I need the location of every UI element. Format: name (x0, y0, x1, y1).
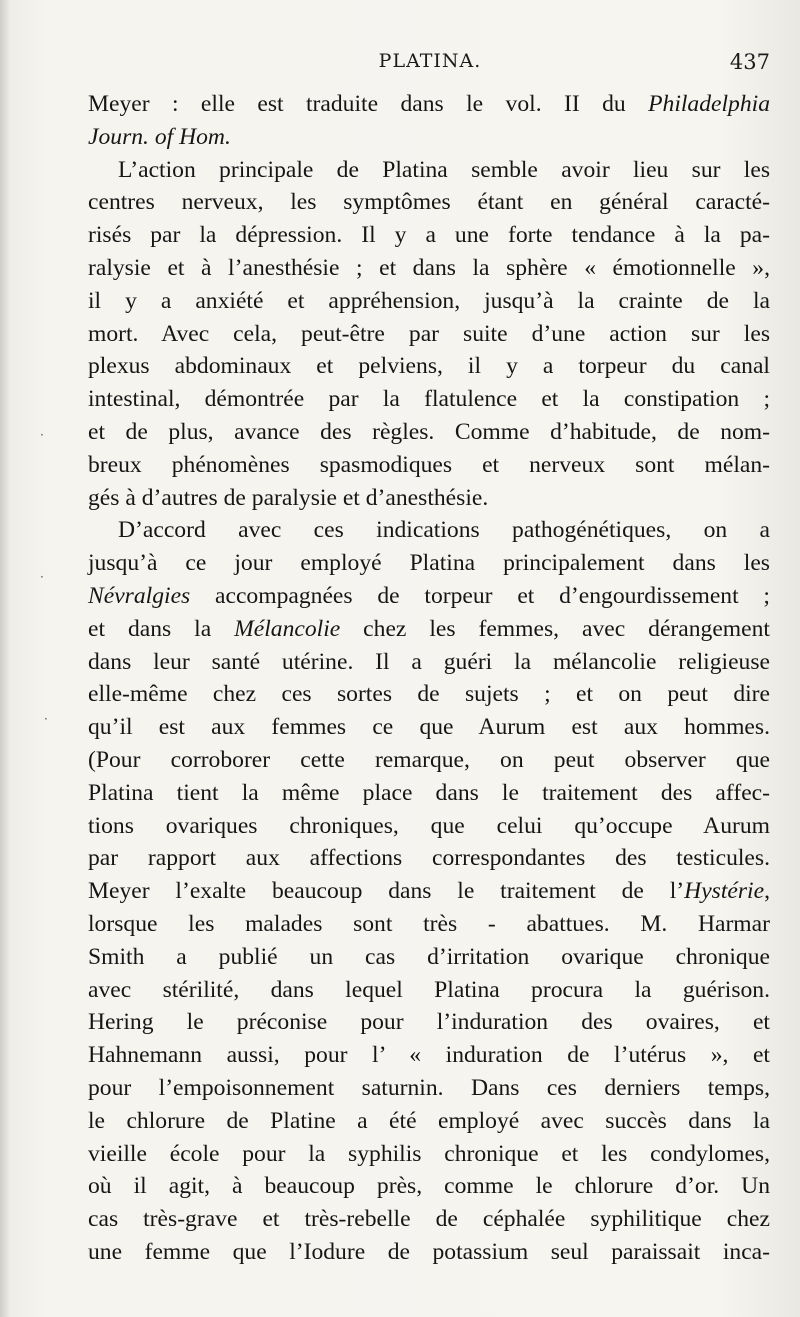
margin-dot: · (40, 570, 44, 584)
text-run: jusqu’à ce jour employé Platina principalement dans les (88, 550, 770, 577)
italic-term: Névralgies (88, 582, 191, 609)
text-run: mort. Avec cela, peut-être par suite d’une action sur les (88, 320, 770, 347)
text-line (88, 1072, 770, 1105)
text-line (88, 1039, 770, 1072)
text-line (88, 875, 770, 908)
text-run: le chlorure de Platine a été employé avec succès dans la (88, 1107, 770, 1134)
italic-term: Philadelphia (648, 91, 770, 117)
text-line (88, 1105, 770, 1138)
text-line (88, 121, 770, 154)
text-line (88, 383, 770, 416)
text-line (88, 777, 770, 810)
italic-term: Journ. of Hom. (88, 123, 231, 150)
text-line (88, 350, 770, 383)
text-line (88, 285, 770, 318)
text-run: ralysie et à l’anesthésie ; et dans la sphère « émotionnelle », (88, 254, 770, 281)
text-line (88, 646, 770, 679)
text-line (88, 1236, 770, 1269)
binding-shadow (0, 0, 10, 1317)
text-run: plexus abdominaux et pelviens, il y a torpeur du canal (88, 353, 770, 380)
text-line (88, 744, 770, 777)
text-line (88, 1170, 770, 1203)
text-line (88, 580, 770, 613)
text-run: et dans la (88, 615, 235, 642)
text-line (88, 974, 770, 1007)
text-line (88, 482, 770, 515)
text-run: une femme que l’Iodure de potassium seul paraissait inca- (88, 1238, 770, 1265)
text-run: lorsque les malades sont très - abattues. M. Harmar (88, 910, 770, 937)
text-line (88, 88, 770, 121)
text-run: Smith a publié un cas d’irritation ovarique chronique (88, 943, 770, 970)
text-run: Hering le préconise pour l’induration des ovaires, et (88, 1009, 770, 1036)
margin-dot: · (40, 428, 44, 442)
text-run: cas très-grave et très-rebelle de céphalée syphilitique chez (88, 1206, 770, 1233)
text-run: intestinal, démontrée par la flatulence et la constipation ; (88, 386, 770, 413)
text-line (88, 252, 770, 285)
text-line (88, 186, 770, 219)
text-run: chez les femmes, avec dérangement (340, 615, 770, 642)
text-run: , (764, 878, 770, 905)
text-line (88, 416, 770, 449)
text-run: gés à d’autres de paralysie et d’anesthésie. (88, 484, 489, 511)
text-run: L’action principale de Platina semble avoir lieu sur les (118, 156, 770, 183)
body-text (88, 88, 770, 1269)
text-line (88, 1006, 770, 1039)
text-line (88, 1138, 770, 1171)
text-run: dans leur santé utérine. Il a guéri la mélancolie religieuse (88, 648, 770, 675)
text-run: elle-même chez ces sortes de sujets ; et on peut dire (88, 681, 770, 708)
text-line (88, 842, 770, 875)
text-line (88, 810, 770, 843)
text-line (88, 908, 770, 941)
text-run: avec stérilité, dans lequel Platina procura la guérison. (88, 976, 770, 1003)
text-run: Meyer : elle est traduite dans le vol. II du (88, 91, 649, 117)
text-line (88, 318, 770, 351)
italic-term: Mélancolie (234, 615, 341, 642)
text-line (88, 514, 770, 547)
page-number: 437 (729, 50, 770, 74)
text-run: breux phénomènes spasmodiques et nerveux sont mélan- (88, 451, 770, 478)
text-line (88, 1203, 770, 1236)
text-run: accompagnées de torpeur et d’engourdissement ; (190, 582, 770, 609)
text-line (88, 449, 770, 482)
page-header (90, 50, 770, 82)
margin-dot: · (44, 712, 48, 726)
text-run: où il agit, à beaucoup près, comme le chlorure d’or. Un (88, 1173, 770, 1200)
text-line (88, 154, 770, 187)
italic-term: Hystérie (684, 878, 765, 905)
text-run: D’accord avec ces indications pathogénétiques, on a (118, 517, 770, 544)
text-run: qu’il est aux femmes ce que Aurum est aux hommes. (88, 714, 770, 741)
text-run: centres nerveux, les symptômes étant en général caracté- (88, 189, 770, 216)
text-run: il y a anxiété et appréhension, jusqu’à la crainte de la (88, 287, 770, 314)
text-line (88, 678, 770, 711)
text-run: Meyer l’exalte beaucoup dans le traitement de l’ (88, 878, 685, 905)
text-run: vieille école pour la syphilis chronique et les condylomes, (88, 1140, 770, 1167)
text-line (88, 219, 770, 252)
text-line (88, 613, 770, 646)
text-run: risés par la dépression. Il y a une forte tendance à la pa- (88, 222, 770, 249)
text-line (88, 711, 770, 744)
text-run: (Pour corroborer cette remarque, on peut observer que (88, 746, 770, 773)
text-line (88, 547, 770, 580)
text-line (88, 941, 770, 974)
text-run: Platina tient la même place dans le traitement des affec- (88, 779, 770, 806)
text-run: et de plus, avance des règles. Comme d’habitude, de nom- (88, 418, 770, 445)
text-run: Hahnemann aussi, pour l’ « induration de l’utérus », et (88, 1042, 770, 1069)
text-run: par rapport aux affections correspondantes des testicules. (88, 845, 770, 872)
running-title: PLATINA. (378, 50, 482, 72)
text-run: tions ovariques chroniques, que celui qu’occupe Aurum (88, 812, 770, 839)
text-run: pour l’empoisonnement saturnin. Dans ces derniers temps, (88, 1074, 770, 1101)
